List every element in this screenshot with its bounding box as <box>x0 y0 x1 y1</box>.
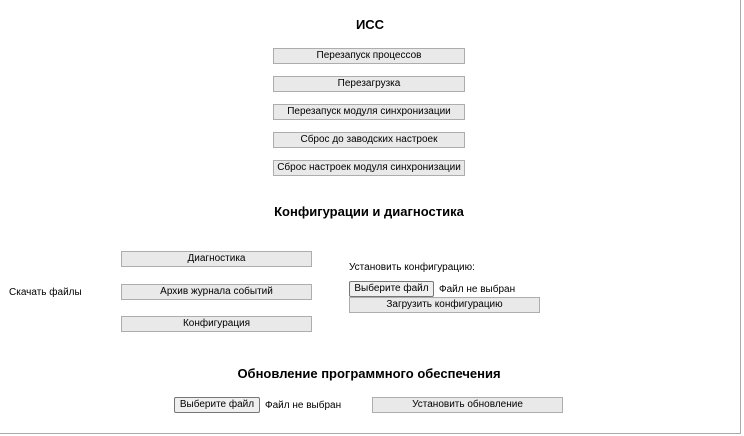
download-files-label: Скачать файлы <box>9 287 82 298</box>
config-choose-file-button[interactable]: Выберите файл <box>349 281 434 297</box>
update-section-title: Обновление программного обеспечения <box>237 366 501 381</box>
config-section-title: Конфигурации и диагностика <box>274 204 464 219</box>
update-file-status: Файл не выбран <box>265 400 342 411</box>
diagnostics-download-button[interactable]: Диагностика <box>121 251 312 267</box>
iss-section-title: ИСС <box>355 17 385 32</box>
reboot-button[interactable]: Перезагрузка <box>273 76 465 92</box>
install-update-button[interactable]: Установить обновление <box>372 397 563 413</box>
event-log-archive-button[interactable]: Архив журнала событий <box>121 284 312 300</box>
install-config-label: Установить конфигурацию: <box>349 262 475 273</box>
configuration-download-button[interactable]: Конфигурация <box>121 316 312 332</box>
upload-config-button[interactable]: Загрузить конфигурацию <box>349 297 540 313</box>
factory-reset-button[interactable]: Сброс до заводских настроек <box>273 132 465 148</box>
config-file-status: Файл не выбран <box>439 284 516 295</box>
reset-sync-settings-button[interactable]: Сброс настроек модуля синхронизации <box>273 160 465 176</box>
restart-sync-module-button[interactable]: Перезапуск модуля синхронизации <box>273 104 465 120</box>
update-choose-file-button[interactable]: Выберите файл <box>174 397 260 413</box>
restart-processes-button[interactable]: Перезапуск процессов <box>273 48 465 64</box>
